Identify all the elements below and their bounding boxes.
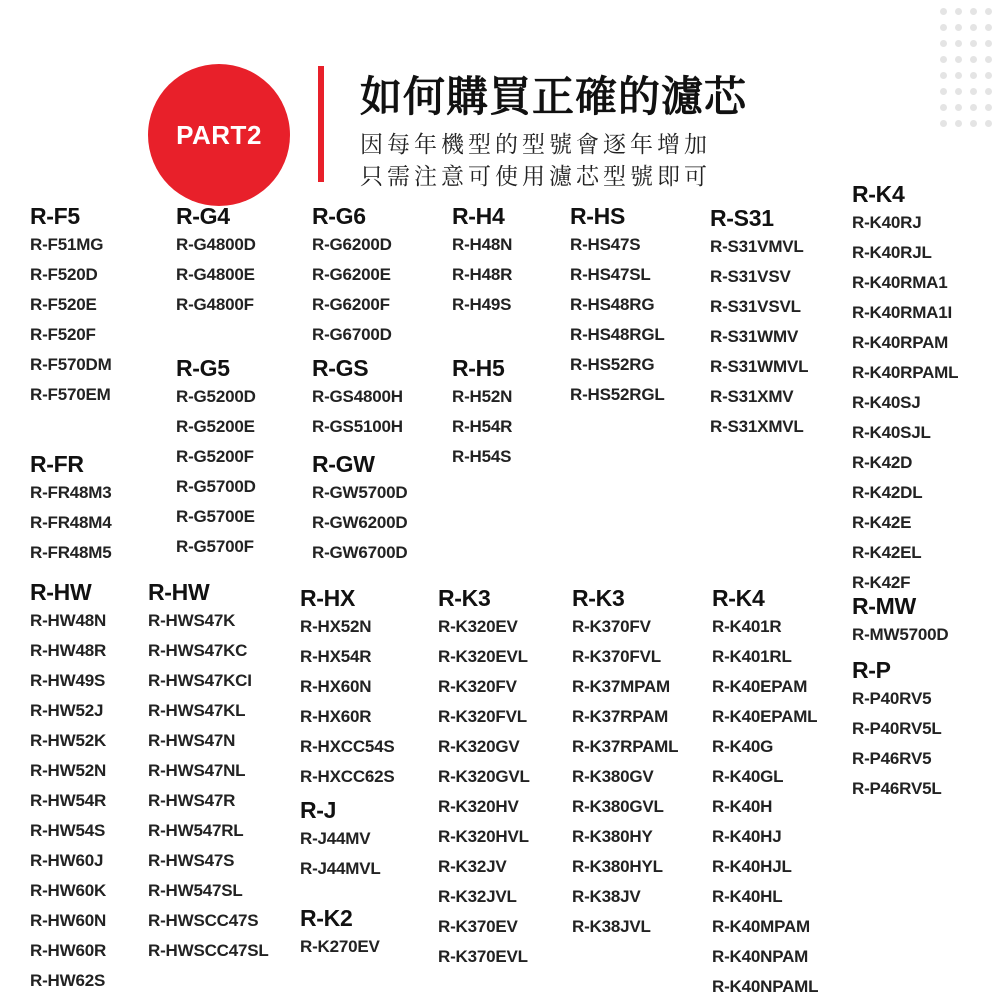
model-number: R-HW60R <box>30 941 107 960</box>
model-number: R-HW49S <box>30 671 106 690</box>
model-group-hw2 <box>148 578 269 966</box>
model-number: R-K40NPAML <box>712 977 819 996</box>
model-number: R-G6200E <box>312 265 391 284</box>
model-number: R-F520F <box>30 325 96 344</box>
model-number: R-K370FVL <box>572 647 661 666</box>
model-number: R-HW60K <box>30 881 107 900</box>
model-number: R-HW60N <box>30 911 107 930</box>
group-title: R-J <box>300 797 337 823</box>
model-group-hx <box>300 584 395 792</box>
model-number: R-G5200E <box>176 417 255 436</box>
model-number: R-K40MPAM <box>712 917 811 936</box>
model-number: R-K370EVL <box>438 947 528 966</box>
model-number: R-K40GL <box>712 767 784 786</box>
model-number: R-K38JVL <box>572 917 651 936</box>
model-number: R-K40SJ <box>852 393 921 412</box>
group-title: R-S31 <box>710 205 774 231</box>
model-number: R-H48N <box>452 235 513 254</box>
model-number: R-F520D <box>30 265 98 284</box>
model-number: R-FR48M3 <box>30 483 112 502</box>
model-number: R-K38JV <box>572 887 641 906</box>
model-number: R-GS4800H <box>312 387 403 406</box>
model-number: R-HS52RGL <box>570 385 665 404</box>
model-number: R-K320HVL <box>438 827 529 846</box>
model-number: R-HWS47S <box>148 851 235 870</box>
model-number: R-FR48M4 <box>30 513 112 532</box>
model-number: R-HWS47KC <box>148 641 248 660</box>
model-number: R-H52N <box>452 387 513 406</box>
model-group-h4 <box>452 202 512 320</box>
group-title: R-G5 <box>176 355 230 381</box>
model-number: R-K40EPAML <box>712 707 818 726</box>
group-title: R-F5 <box>30 203 80 229</box>
model-number: R-HW54R <box>30 791 107 810</box>
model-number: R-HX60R <box>300 707 372 726</box>
model-number: R-K370EV <box>438 917 518 936</box>
model-number: R-F51MG <box>30 235 104 254</box>
group-title: R-H5 <box>452 355 505 381</box>
model-number: R-HS47SL <box>570 265 651 284</box>
model-group-fr <box>30 450 112 568</box>
model-number: R-F570EM <box>30 385 111 404</box>
model-number: R-G5700D <box>176 477 256 496</box>
model-number: R-K42F <box>852 573 911 592</box>
group-title: R-HW <box>30 579 92 605</box>
model-group-g4 <box>176 202 256 320</box>
model-number: R-K40G <box>712 737 774 756</box>
model-number: R-HXCC54S <box>300 737 395 756</box>
model-group-p <box>852 656 942 804</box>
model-number: R-K380GVL <box>572 797 664 816</box>
model-number: R-K37RPAML <box>572 737 679 756</box>
model-number: R-S31WMV <box>710 327 799 346</box>
model-number: R-S31XMV <box>710 387 794 406</box>
model-number: R-HS52RG <box>570 355 655 374</box>
model-group-k4a <box>852 180 958 598</box>
model-number: R-G4800D <box>176 235 256 254</box>
model-number: R-HWS47NL <box>148 761 246 780</box>
model-number: R-K40RPAML <box>852 363 959 382</box>
model-number: R-K320GVL <box>438 767 530 786</box>
model-number: R-GW6200D <box>312 513 408 532</box>
model-number: R-K320HV <box>438 797 519 816</box>
model-number: R-HW547RL <box>148 821 244 840</box>
model-number: R-K270EV <box>300 937 380 956</box>
model-number: R-K40SJL <box>852 423 931 442</box>
model-group-k4b <box>712 584 818 1002</box>
group-title: R-G4 <box>176 203 230 229</box>
title-divider <box>318 66 324 182</box>
model-number: R-K380HY <box>572 827 653 846</box>
model-number: R-K32JVL <box>438 887 517 906</box>
model-number: R-G4800E <box>176 265 255 284</box>
model-number: R-H48R <box>452 265 513 284</box>
model-number: R-K40RMA1I <box>852 303 953 322</box>
model-group-g5 <box>176 354 256 562</box>
model-group-hw1 <box>30 578 106 996</box>
model-number: R-K42D <box>852 453 913 472</box>
model-number: R-HS48RG <box>570 295 655 314</box>
group-title: R-P <box>852 657 891 683</box>
subtitle-line-1: 因每年機型的型號會逐年增加 <box>360 132 711 158</box>
model-group-hs <box>570 202 665 410</box>
model-number: R-P40RV5 <box>852 689 932 708</box>
model-number: R-P46RV5 <box>852 749 932 768</box>
model-number: R-HS48RGL <box>570 325 665 344</box>
model-number: R-K42DL <box>852 483 923 502</box>
model-number: R-F520E <box>30 295 97 314</box>
model-number: R-K40NPAM <box>712 947 809 966</box>
group-title: R-G6 <box>312 203 366 229</box>
model-number: R-K40RJ <box>852 213 922 232</box>
part-badge <box>148 64 290 206</box>
model-number: R-H54R <box>452 417 513 436</box>
model-number: R-K40EPAM <box>712 677 808 696</box>
model-number: R-GW5700D <box>312 483 408 502</box>
group-title: R-K2 <box>300 905 353 931</box>
decorative-dot-grid <box>940 8 992 138</box>
model-number: R-F570DM <box>30 355 112 374</box>
model-number: R-K42E <box>852 513 912 532</box>
model-group-g6 <box>312 202 392 350</box>
model-number: R-K40HJ <box>712 827 782 846</box>
model-number: R-K370FV <box>572 617 651 636</box>
model-number: R-K320FVL <box>438 707 527 726</box>
model-number: R-G5700F <box>176 537 254 556</box>
model-number: R-HX52N <box>300 617 372 636</box>
model-number: R-K320EV <box>438 617 518 636</box>
model-number: R-S31VSVL <box>710 297 801 316</box>
model-number: R-K40HJL <box>712 857 792 876</box>
model-number: R-HW48R <box>30 641 107 660</box>
model-number: R-G5700E <box>176 507 255 526</box>
model-number: R-HW54S <box>30 821 106 840</box>
group-title: R-K4 <box>852 181 905 207</box>
model-number: R-S31WMVL <box>710 357 809 376</box>
model-number: R-HW52J <box>30 701 104 720</box>
model-number: R-K40RPAM <box>852 333 949 352</box>
model-number: R-G6200F <box>312 295 390 314</box>
model-number: R-K320FV <box>438 677 517 696</box>
group-title: R-GS <box>312 355 369 381</box>
model-number: R-K320EVL <box>438 647 528 666</box>
group-title: R-K4 <box>712 585 765 611</box>
model-number: R-G6700D <box>312 325 392 344</box>
model-group-j <box>300 796 381 884</box>
group-title: R-K3 <box>438 585 491 611</box>
model-group-s31 <box>710 204 808 442</box>
model-group-mw <box>852 592 948 650</box>
model-number: R-K380HYL <box>572 857 663 876</box>
part-badge-label: PART2 <box>176 119 262 150</box>
model-number: R-H49S <box>452 295 512 314</box>
group-title: R-HS <box>570 203 626 229</box>
model-number: R-K320GV <box>438 737 520 756</box>
model-number: R-MW5700D <box>852 625 949 644</box>
model-number: R-HW52K <box>30 731 107 750</box>
model-number: R-HWS47KL <box>148 701 246 720</box>
group-title: R-H4 <box>452 203 505 229</box>
model-number: R-K40RMA1 <box>852 273 948 292</box>
model-group-gw <box>312 450 408 568</box>
model-number: R-HW547SL <box>148 881 243 900</box>
model-number: R-K32JV <box>438 857 507 876</box>
model-number: R-HS47S <box>570 235 641 254</box>
model-number: R-HWS47R <box>148 791 236 810</box>
model-group-k2 <box>300 904 380 962</box>
model-number: R-HWSCC47S <box>148 911 259 930</box>
model-number: R-S31XMVL <box>710 417 804 436</box>
model-number: R-FR48M5 <box>30 543 112 562</box>
model-number: R-J44MVL <box>300 859 381 878</box>
model-number: R-P40RV5L <box>852 719 942 738</box>
model-number: R-HWS47KCI <box>148 671 252 690</box>
page-title: 如何購買正確的濾芯 <box>360 72 748 121</box>
model-number: R-K401RL <box>712 647 792 666</box>
model-number: R-HX54R <box>300 647 372 666</box>
model-group-h5 <box>452 354 512 472</box>
model-number: R-HWS47K <box>148 611 236 630</box>
model-number: R-K37MPAM <box>572 677 671 696</box>
model-number: R-G5200F <box>176 447 254 466</box>
model-number: R-HW52N <box>30 761 107 780</box>
group-title: R-FR <box>30 451 84 477</box>
model-number: R-HWS47N <box>148 731 236 750</box>
group-title: R-GW <box>312 451 375 477</box>
model-number: R-K37RPAM <box>572 707 669 726</box>
model-number: R-HXCC62S <box>300 767 395 786</box>
model-group-k3b <box>572 584 678 942</box>
model-number: R-K401R <box>712 617 782 636</box>
group-title: R-HW <box>148 579 210 605</box>
group-title: R-HX <box>300 585 356 611</box>
model-number: R-J44MV <box>300 829 371 848</box>
model-number: R-K40RJL <box>852 243 932 262</box>
model-number: R-K42EL <box>852 543 922 562</box>
model-number: R-K40H <box>712 797 773 816</box>
model-number: R-HW62S <box>30 971 106 990</box>
model-number: R-K380GV <box>572 767 654 786</box>
model-number: R-G6200D <box>312 235 392 254</box>
model-number: R-S31VSV <box>710 267 791 286</box>
group-title: R-MW <box>852 593 916 619</box>
model-number: R-HW48N <box>30 611 107 630</box>
model-number: R-K40HL <box>712 887 783 906</box>
group-title: R-K3 <box>572 585 625 611</box>
model-number: R-P46RV5L <box>852 779 942 798</box>
model-number: R-HWSCC47SL <box>148 941 269 960</box>
model-number: R-GS5100H <box>312 417 403 436</box>
model-number: R-H54S <box>452 447 512 466</box>
model-group-gs <box>312 354 403 442</box>
model-number: R-HX60N <box>300 677 372 696</box>
subtitle-line-2: 只需注意可使用濾芯型號即可 <box>360 164 711 190</box>
model-group-k3a <box>438 584 530 972</box>
model-number: R-G5200D <box>176 387 256 406</box>
model-number: R-HW60J <box>30 851 104 870</box>
model-group-f5 <box>30 202 112 410</box>
model-number: R-S31VMVL <box>710 237 804 256</box>
model-number: R-GW6700D <box>312 543 408 562</box>
model-number: R-G4800F <box>176 295 254 314</box>
